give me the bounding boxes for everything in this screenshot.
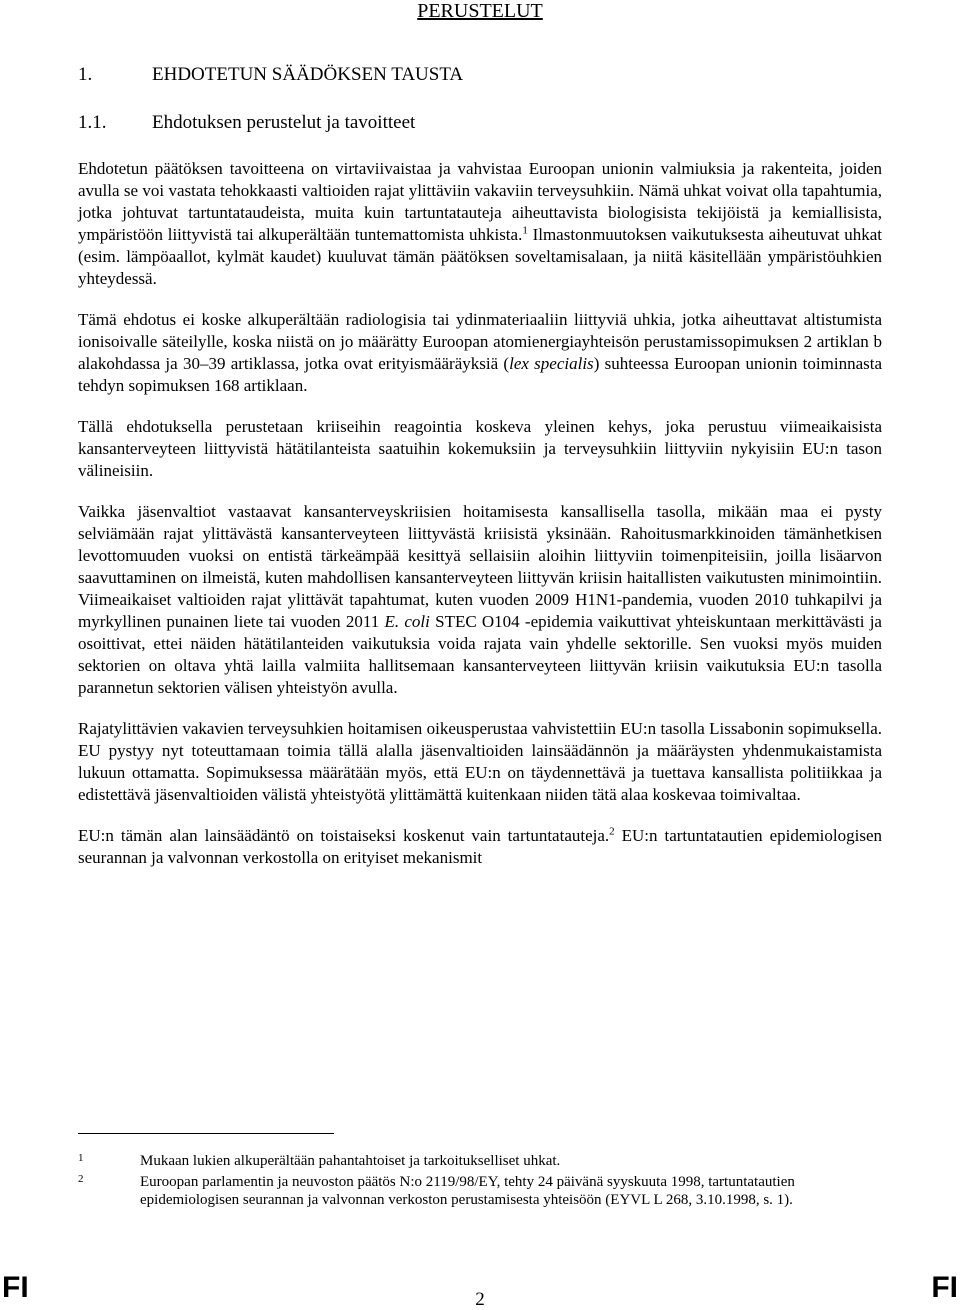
footnote-reference-1[interactable]: 1	[522, 224, 528, 237]
paragraph-4-text-b: STEC O104 -epidemia vaikuttivat yhteiskuntaan merkittävästi ja osoittivat, ettei näiden hätätilanteiden vaikutuksia voida rajata vain yhdelle sektorille. Sen vuoksi myös muiden sektorien on oltava yhtä lailla valmiita hallitsemaan kansanterveyteen liittyvän kriisin vaikutuksia EU:n tasolla parannetun sektorien välisen yhteistyön avulla.	[78, 612, 882, 697]
section-title: EHDOTETUN SÄÄDÖKSEN TAUSTA	[152, 64, 464, 85]
section-number: 1.	[78, 64, 93, 85]
footnote-2-number: 2	[78, 1173, 84, 1185]
footnote-divider	[78, 1133, 334, 1134]
footnote-2-text: Euroopan parlamentin ja neuvoston päätös N:o 2119/98/EY, tehty 24 päivänä syyskuuta 1998, tartuntatautien epidemiologisen seurannan ja valvonnan verkoston perustamisesta yhteisöön (EYVL L 268, 3.10.1998, s. 1).	[140, 1174, 795, 1208]
footnote-reference-2[interactable]: 2	[609, 825, 615, 838]
footnote-2	[78, 1173, 884, 1209]
page-number: 2	[475, 1289, 485, 1310]
paragraph-3: Tällä ehdotuksella perustetaan kriiseihin reagointia koskeva yleinen kehys, joka perustuu viimeaikaisista kansanterveyteen liittyvistä hätätilanteista saatuihin kokemuksiin ja terveysuhkiin liittyviin nykyisiin EU:n tason välineisiin.	[78, 417, 882, 480]
paragraph-4	[78, 501, 882, 699]
paragraph-2-text-a: Tämä ehdotus ei koske alkuperältään radiologisia tai ydinmateriaaliin liittyviä uhkia, jotka aiheuttavat altistumista ionisoivalle säteilylle, koska niistä on jo määrätty Euroopan atomienergiayhteisön perustamissopimuksen 2 artiklan b alakohdassa ja 30–39 artiklassa, jotka ovat erityismääräyksiä (	[78, 310, 882, 373]
paragraph-1	[78, 158, 882, 290]
footer-language-right: FI	[931, 1271, 958, 1304]
subsection-number: 1.1.	[78, 112, 107, 133]
paragraph-1-text-b: Ilmastonmuutoksen vaikutuksesta aiheutuvat uhkat (esim. lämpöaallot, kylmät kaudet) kuuluvat tämän päätöksen soveltamisalaan, ja niitä käsitellään ympäristöuhkien yhteydessä.	[78, 225, 882, 288]
paragraph-4-italic: E. coli	[384, 612, 430, 631]
footnote-1	[78, 1152, 884, 1170]
paragraph-1-text-a: Ehdotetun päätöksen tavoitteena on virtaviivaistaa ja vahvistaa Euroopan unionin valmiuksia ja rakenteita, joiden avulla se voi vastata tehokkaasti valtioiden rajat ylittäviin vakaviin terveysuhkiin. Nämä uhkat voivat olla tapahtumia, jotka johtuvat tartuntataudeista, muita kuin tartuntatauteja aiheuttavista biologisista tekijöistä ja kemiallisista, ympäristöön liittyvistä tai alkuperältään tuntemattomista uhkista.	[78, 159, 882, 244]
section-heading	[78, 64, 463, 86]
paragraph-6-text-b: EU:n tartuntatautien epidemiologisen seurannan ja valvonnan verkostolla on erityiset mekanismit	[78, 826, 883, 867]
footnotes	[78, 1152, 884, 1212]
subsection-heading	[78, 112, 415, 134]
paragraph-2-italic: lex specialis	[509, 354, 594, 373]
subsection-title: Ehdotuksen perustelut ja tavoitteet	[152, 112, 416, 133]
footer-language-left: FI	[2, 1271, 29, 1304]
paragraph-2	[78, 309, 882, 397]
footnote-1-text: Mukaan lukien alkuperältään pahantahtoiset ja tarkoitukselliset uhkat.	[140, 1153, 561, 1169]
paragraph-6	[78, 825, 882, 869]
paragraph-4-text-a: Vaikka jäsenvaltiot vastaavat kansanterveyskriisien hoitamisesta kansallisella tasolla, mikään maa ei pysty selviämään rajat ylittävästä kansanterveyteen liittyvästä kriisistä yksinään. Rahoitusmarkkinoiden tämänhetkisen levottomuuden vuoksi on entistä tärkeämpää kesittyä sellaisiin aloihin liittyviin toimenpiteisiin, joilla lisäarvon saavuttaminen on ilmeistä, kuten mahdollisen kansanterveyteen liittyvän kriisin haitallisten vaikutusten minimointiin. Viimeaikaiset valtioiden rajat ylittävät tapahtumat, kuten vuoden 2009 H1N1-pandemia, vuoden 2010 tuhkapilvi ja myrkyllinen punainen liete tai vuoden 2011	[78, 502, 882, 631]
footnote-1-number: 1	[78, 1152, 84, 1164]
page-title: PERUSTELUT	[417, 0, 543, 22]
paragraph-6-text-a: EU:n tämän alan lainsäädäntö on toistaiseksi koskenut vain tartuntatauteja.	[78, 826, 610, 845]
paragraph-5: Rajatylittävien vakavien terveysuhkien hoitamisen oikeusperustaa vahvistettiin EU:n tasolla Lissabonin sopimuksella. EU pystyy nyt toteuttamaan toimia tällä alalla jäsenvaltioiden lainsäädännön ja määräysten yhdenmukaistamista lukuun ottamatta. Sopimuksessa määrätään myös, että EU:n on täydennettävä ja tuettava kansallista politiikkaa ja edistettävä jäsenvaltioiden välistä yhteistyötä ylittämättä kuitenkaan niiden tätä alaa koskevaa toimivaltaa.	[78, 719, 882, 804]
paragraph-2-text-b: ) suhteessa Euroopan unionin toiminnasta tehdyn sopimuksen 168 artiklaan.	[78, 354, 883, 395]
body-text	[78, 158, 882, 888]
